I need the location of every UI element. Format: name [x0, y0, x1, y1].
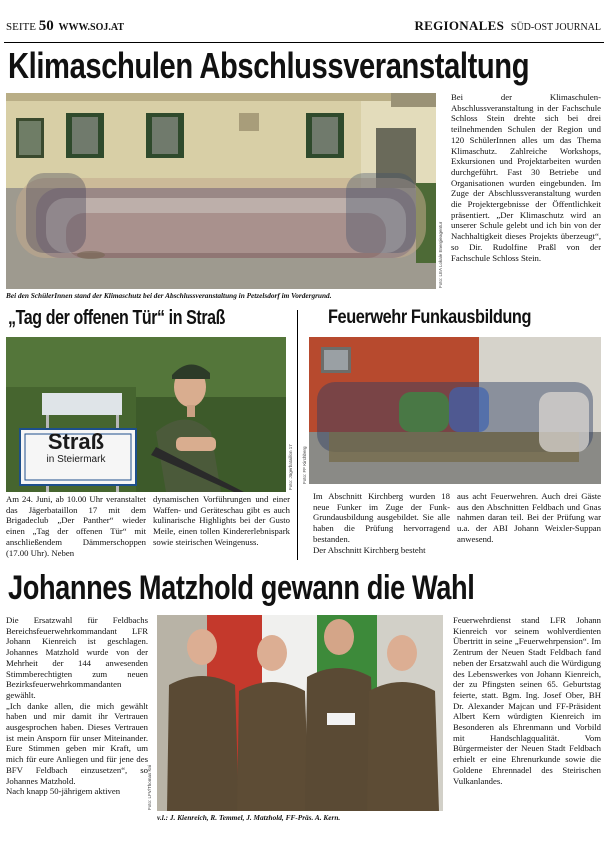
article3-photo-credit: Foto: FF Kirchberg — [302, 446, 307, 484]
article2-col2: dynamischen Vorführungen und einer Waffen- und Geräteschau gibt es auch kulinarische Highlights bei der Gusto Meile, einen tollen Kindererlebnispark sowie steirischen Weingenuss. — [153, 494, 290, 547]
article4-photo-credit: Foto: LFV/Thomas Kni — [147, 764, 152, 810]
page-number: 50 — [38, 18, 54, 34]
article3-headline: Feuerwehr Funkausbildung — [328, 307, 532, 328]
article2-headline: „Tag der offenen Tür“ in Straß — [8, 307, 226, 329]
town-sign-subtext: in Steiermark — [46, 454, 106, 465]
page-header-left — [6, 18, 124, 35]
article1-caption: Bei den SchülerInnen stand der Klimaschutz bei der Abschlussveranstaltung in Petzelsdorf im Vordergrund. — [6, 291, 332, 300]
soldier-photo — [6, 337, 286, 492]
page-header-right — [414, 18, 601, 34]
column-divider — [297, 310, 298, 560]
article4-caption: v.l.: J. Kienreich, R. Temmel, J. Matzhold, FF-Präs. A. Kern. — [157, 813, 341, 822]
article4-headline: Johannes Matzhold gewann die Wahl — [8, 569, 475, 607]
school-group-photo — [6, 93, 436, 289]
article2-photo-credit: Foto: Jägerbataillon 17 — [288, 444, 293, 490]
town-sign-text: Straß — [47, 429, 105, 454]
header-rule — [4, 42, 604, 43]
journal-name: SÜD-OST JOURNAL — [510, 22, 601, 33]
article3-col2: aus acht Feuerwehren. Auch drei Gäste aus den Abschnitten Feldbach und Gnas nahmen daran teil. Bei der Prüfung war u.a. der ABI Johann Weixler-Suppan anwesend. — [457, 491, 601, 544]
article1-headline: Klimaschulen Abschlussveranstaltung — [8, 45, 530, 86]
article1-body: Bei der Klimaschulen-Abschlussveranstaltung in der Fachschule Schloss Stein drehte sich bei drei teilnehmenden Schulen der Region und 120 SchülerInnen alles um das Thema Klimaschutz. Zahlreiche Workshops, Exkursionen und Projektarbeiten wurden durchgeführt. Fast 30 Betriebe und Organisationen wurden eingebunden. Im Zuge der Abschlussveranstaltung wurden die Projektergebnisse der Öffentlichkeit präsentiert. „Der Klimaschutz wird an unserer Schule gelebt und ich bin von der Nachhaltigkeit dieses Projekts überzeugt“, so Dir. Rudolfine Praßl von der Fachschule Schloss Stein. — [451, 92, 601, 263]
election-group-photo — [157, 615, 443, 811]
article1-photo-credit: Foto: LEA Lokale Energieagentur — [438, 221, 443, 288]
article4-col1: Die Ersatzwahl für Feldbachs Bereichsfeuerwehrkommandant LFR Johann Kienreich ist geschlagen. Johannes Matzhold wurde von der Mehrheit der 144 anwesenden Stimmberechtigten zum neuen Bezirksfeuerwehrkommandanten gewählt. „Ich danke allen, die mich gewählt haben und mir damit ihr Vertrauen ausgesprochen haben. Dieses Vertrauen ist mein Ansporn für unser Miteinander. Eure Stimmen geben mir Kraft, um mich für eure Anliegen und für jene des BFV Feldbach einzusetzen“, so Johannes Matzhold. Nach knapp 50-jährigem aktiven — [6, 615, 148, 797]
section-name: REGIONALES — [414, 18, 505, 33]
article4-col2: Feuerwehrdienst stand LFR Johann Kienreich vor seinem wohlverdienten Übertritt in seine „Feuerwehrpension“. Im Zentrum der Neuen Stadt Feldbach fand neben der Ersatzwahl auch die Würdigung des Lebenswerkes von Johann Kienreich, der zu Pfingsten seinen 65. Geburtstag feierte, statt. Bgm. Ing. Josef Ober, BH Dr. Alexander Majcan und FF-Präsident Albert Kern würdigten Kienreich im Besonderen als Ehrenmann und Vorbild mit Handschlagqualität. Vom Bürgermeister der Neuen Stadt Feldbach erhielt er eine Ehrenurkunde sowie die Goldene Ehrennadel des Steirischen Vulkanlandes. — [453, 615, 601, 786]
fire-brigade-photo — [309, 337, 601, 484]
page-label: SEITE — [6, 21, 36, 33]
article3-col1: Im Abschnitt Kirchberg wurden 18 neue Funker im Zuge der Funk-Grundausbildung ausgebildet. Sie alle haben die Prüfung hervorragend bestanden. Der Abschnitt Kirchberg besteht — [313, 491, 450, 555]
site-url: WWW.SOJ.AT — [58, 22, 125, 33]
article2-col1: Am 24. Juni, ab 10.00 Uhr veranstaltet das Jägerbataillon 17 mit dem Brigadeclub „Der Panther“ wieder einen „Tag der offenen Tür“ mit anschließendem Dämmerschoppen (17.00 Uhr). Neben — [6, 494, 146, 558]
